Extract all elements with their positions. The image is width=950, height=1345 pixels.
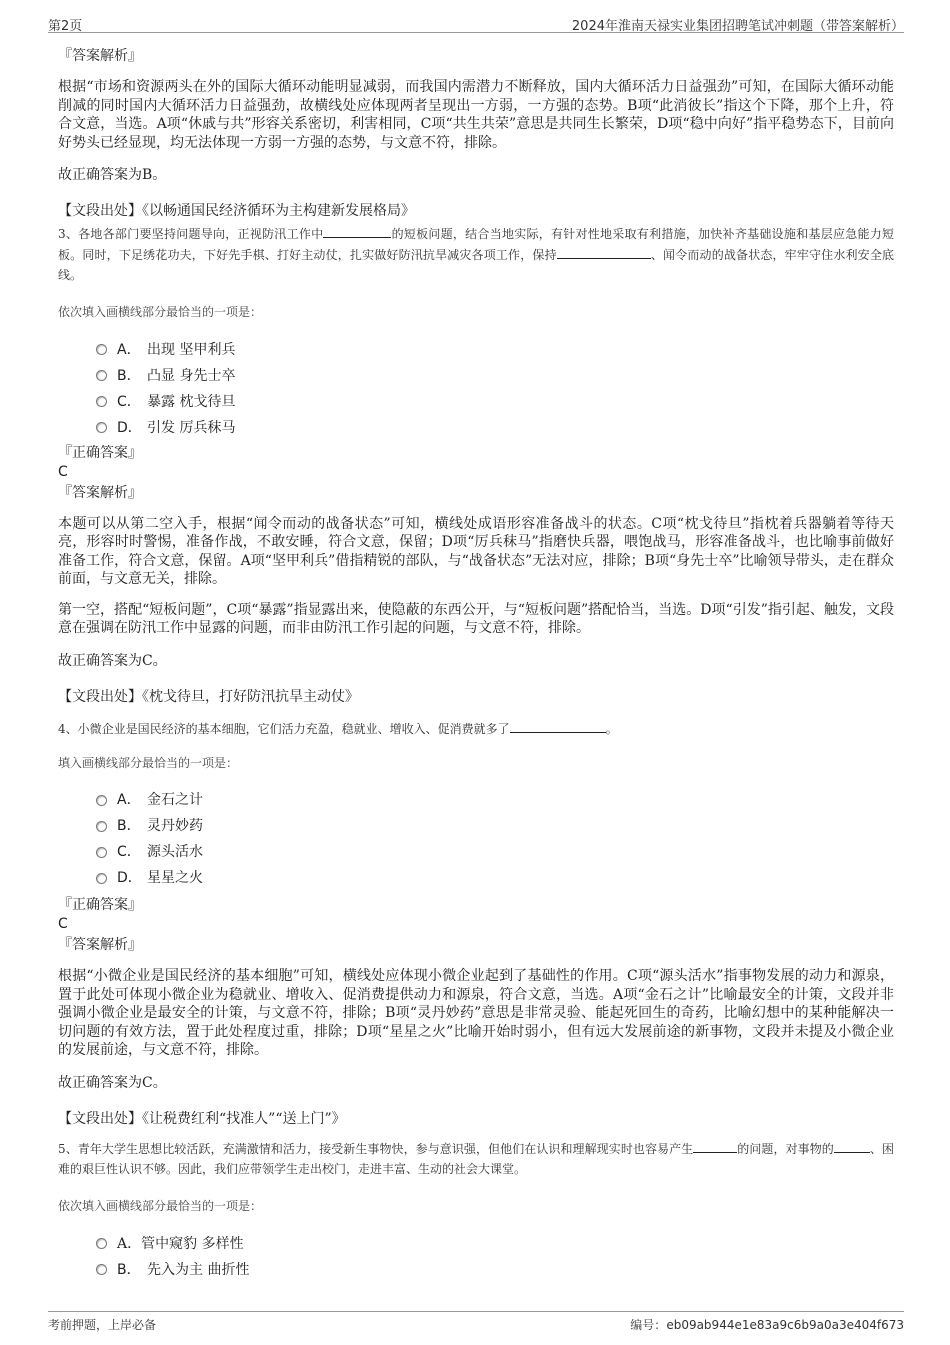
q4-analysis-p1: 根据“小微企业是国民经济的基本细胞”可知，横线处应体现小微企业起到了基础性的作用。C项“源头活水”指事物发展的动力和源泉，置于此处可体现小微企业为稳就业、增收入、促消费提供动力和源泉，符合文意，当选。A项“金石之计”比喻最安全的计策，文段并非强调小微企业是最安全的计策，与文意不符，排除；B项“灵丹妙药”意思是非常灵验、能起死回生的奇药，比喻幻想中的某种能解决一切问题的有效方法，置于此处程度过重，排除；D项“星星之火”比喻开始时弱小，但有远大发展前途的新事物，文段并未提及小微企业的发展前途，与文意不符，排除。: [58, 968, 894, 1058]
radio-icon[interactable]: [96, 821, 107, 832]
q2-conclusion: 故正确答案为B。: [58, 167, 167, 183]
q2-analysis-label: 『答案解析』: [58, 48, 142, 64]
q5-question: 5、青年大学生思想比较活跃，充满激情和活力，接受新生事物快，参与意识强，但他们在认识和理解现实时也容易产生 的问题，对事物的 、困难的艰巨性认识不够。因此，我们应带领学生走出校门，走进丰富、生动的社会大课堂。: [58, 1139, 894, 1180]
q4-option-c[interactable]: C． 源头活水: [96, 839, 894, 865]
q4-correct-answer: C: [58, 916, 68, 932]
q3-analysis-p2: 第一空，搭配“短板问题”，C项“暴露”指显露出来，使隐蔽的东西公开，与“短板问题”搭配恰当，当选。D项“引发”指引起、触发，文段意在强调在防汛工作中显露的问题，而非由防汛工作引起的问题，与文意不符，排除。: [58, 601, 894, 636]
q4-source: 【文段出处】《让税费红利“找准人”“送上门”》: [58, 1110, 346, 1127]
q3-source: 【文段出处】《枕戈待旦，打好防汛抗旱主动仗》: [58, 688, 359, 705]
radio-icon[interactable]: [96, 1264, 107, 1275]
page-content: [58, 46, 894, 1283]
q5-instruction: 依次填入画横线部分最恰当的一项是：: [58, 1198, 263, 1213]
footer-code: 编号：eb09ab944e1e83a9c6b9a0a3e404f673: [630, 1318, 904, 1332]
q3-question: 3、各地各部门要坚持问题导向，正视防汛工作中 的短板问题，结合当地实际，有针对性地采取有利措施，加快补齐基础设施和基层应急能力短板。同时，下足绣花功夫，下好先手棋、打好主动仗，扎实做好防汛抗旱减灾各项工作，保持 、闻令而动的战备状态，牢牢守住水利安全底线。: [58, 224, 894, 286]
q4-conclusion: 故正确答案为C。: [58, 1074, 167, 1091]
radio-icon[interactable]: [96, 344, 107, 355]
q4-analysis-label: 『答案解析』: [58, 937, 142, 953]
q4-question: 4、小微企业是国民经济的基本细胞，它们活力充盈，稳就业、增收入、促消费就多了 。: [58, 719, 894, 740]
q4-instruction: 填入画横线部分最恰当的一项是：: [58, 756, 239, 770]
q3-option-a[interactable]: A． 出现 坚甲利兵: [96, 337, 894, 363]
q3-analysis-label: 『答案解析』: [58, 484, 142, 501]
radio-icon[interactable]: [96, 396, 107, 407]
page-number: 第2页: [48, 19, 83, 34]
q3-correct-label: 『正确答案』: [58, 444, 142, 461]
q5-blank-2: [834, 1139, 870, 1153]
q4-option-a[interactable]: A． 金石之计: [96, 787, 894, 813]
q3-options: [96, 337, 894, 441]
radio-icon[interactable]: [96, 795, 107, 806]
q5-option-a[interactable]: A．管中窥豹 多样性: [96, 1231, 894, 1257]
radio-icon[interactable]: [96, 847, 107, 858]
q2-source: 【文段出处】《以畅通国民经济循环为主构建新发展格局》: [58, 203, 415, 219]
q3-blank-1: [323, 224, 391, 238]
page-header: [48, 8, 904, 33]
q5-options: [96, 1231, 894, 1283]
footer-slogan: 考前押题，上岸必备: [48, 1318, 157, 1332]
radio-icon[interactable]: [96, 1238, 107, 1249]
q3-instruction: 依次填入画横线部分最恰当的一项是：: [58, 304, 263, 319]
q3-correct-answer: C: [58, 463, 68, 480]
q3-blank-2: [557, 245, 651, 259]
radio-icon[interactable]: [96, 873, 107, 884]
q3-option-d[interactable]: D． 引发 厉兵秣马: [96, 415, 894, 441]
q3-option-c[interactable]: C． 暴露 枕戈待旦: [96, 389, 894, 415]
q2-analysis-text: 根据“市场和资源两头在外的国际大循环动能明显减弱，而我国内需潜力不断释放，国内大循环活力日益强劲”可知，在国际大循环动能削减的同时国内大循环活力日益强劲，故横线处应体现两者呈现出一方弱，一方强的态势。B项“此消彼长”指这个下降，那个上升，符合文意，当选。A项“休戚与共”形容关系密切，利害相同，C项“共生共荣”意思是共同生长繁荣，D项“稳中向好”指平稳势态下，目前向好势头已经显现，均无法体现一方弱一方强的态势，与文意不符，排除。: [58, 79, 894, 151]
document-title: 2024年淮南天禄实业集团招聘笔试冲刺题（带答案解析）: [571, 19, 904, 34]
radio-icon[interactable]: [96, 422, 107, 433]
q3-analysis-p1: 本题可以从第二空入手，根据“闻令而动的战备状态”可知，横线处成语形容准备战斗的状态。C项“枕戈待旦”指枕着兵器躺着等待天亮，形容时时警惕，准备作战，不敢安睡，符合文意，保留；D项“厉兵秣马”指磨快兵器，喂饱战马，形容准备战斗，也比喻事前做好准备工作，符合文意，保留。A项“坚甲利兵”借指精锐的部队，与“战备状态”无法对应，排除；B项“身先士卒”比喻领导带头，走在群众前面，与文意无关，排除。: [58, 515, 894, 587]
q4-correct-label: 『正确答案』: [58, 897, 142, 913]
q4-option-d[interactable]: D． 星星之火: [96, 865, 894, 891]
q3-conclusion: 故正确答案为C。: [58, 652, 167, 669]
page-footer: [48, 1311, 904, 1338]
q4-options: [96, 787, 894, 891]
q5-blank-1: [693, 1139, 737, 1153]
radio-icon[interactable]: [96, 370, 107, 381]
q3-option-b[interactable]: B． 凸显 身先士卒: [96, 363, 894, 389]
q4-blank: [510, 719, 606, 733]
q4-option-b[interactable]: B． 灵丹妙药: [96, 813, 894, 839]
q5-option-b[interactable]: B． 先入为主 曲折性: [96, 1257, 894, 1283]
